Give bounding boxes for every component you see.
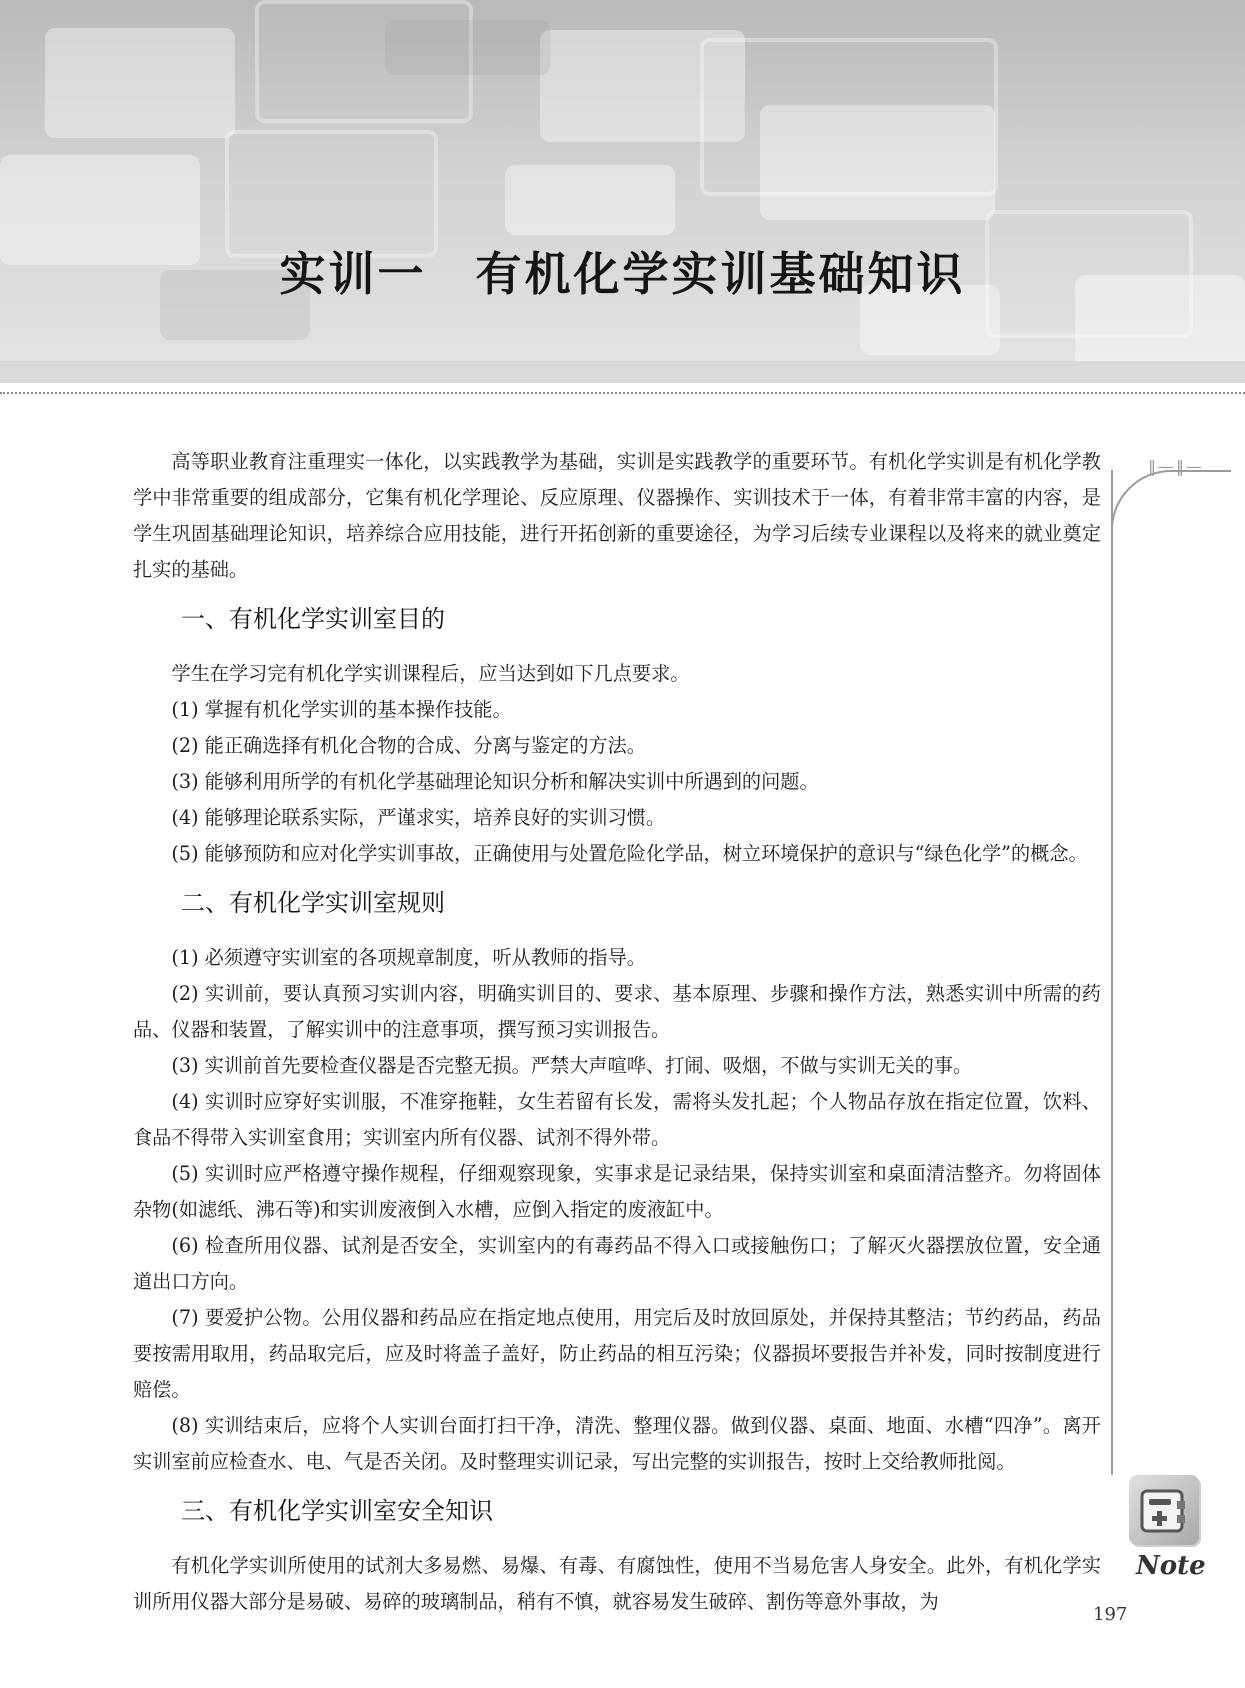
section2-item: (2) 实训前，要认真预习实训内容，明确实训目的、要求、基本原理、步骤和操作方法，熟悉实训中所需的药品、仪器和装置，了解实训中的注意事项，撰写预习实训报告。 [133,982,1101,1041]
banner-decor [760,105,995,220]
banner-footer-strip [0,361,1245,383]
margin-tick-marks: ‖—‖— [1148,457,1204,476]
note-icon [1129,1475,1199,1545]
section3-paragraph: 有机化学实训所使用的试剂大多易燃、易爆、有毒、有腐蚀性，使用不当易危害人身安全。此外，有机化学实训所用仪器大部分是易破、易碎的玻璃制品，稍有不慎，就容易发生破碎、割伤等意外事故，为 [133,1554,1101,1613]
note-label: Note [1136,1551,1206,1581]
banner-decor [385,20,550,75]
section2-item: (5) 实训时应严格遵守操作规程，仔细观察现象，实事求是记录结果，保持实训室和桌面清洁整齐。勿将固体杂物(如滤纸、沸石等)和实训废液倒入水槽，应倒入指定的废液缸中。 [133,1162,1101,1221]
section-heading-1: 一、有机化学实训室目的 [181,605,445,633]
margin-curve [1111,470,1231,530]
banner-decor [505,165,675,235]
dotted-divider [0,392,1245,394]
margin-rule [1111,470,1113,1475]
medical-kit-icon [1139,1487,1189,1535]
chapter-banner [0,0,1245,383]
section1-item: (1) 掌握有机化学实训的基本操作技能。 [171,698,512,721]
section1-lead: 学生在学习完有机化学实训课程后，应当达到如下几点要求。 [171,662,690,685]
section2-item: (3) 实训前首先要检查仪器是否完整无损。严禁大声喧哗、打闹、吸烟，不做与实训无关的事。 [171,1054,973,1077]
section2-item: (4) 实训时应穿好实训服，不准穿拖鞋，女生若留有长发，需将头发扎起；个人物品存放在指定位置，饮料、食品不得带入实训室食用；实训室内所有仪器、试剂不得外带。 [133,1090,1101,1149]
section2-item: (7) 要爱护公物。公用仪器和药品应在指定地点使用，用完后及时放回原处，并保持其整洁；节约药品，药品要按需用取用，药品取完后，应及时将盖子盖好，防止药品的相互污染；仪器损坏要报告并补发，同时按制度进行赔偿。 [133,1306,1101,1401]
intro-paragraph: 高等职业教育注重理实一体化，以实践教学为基础，实训是实践教学的重要环节。有机化学实训是有机化学教学中非常重要的组成部分，它集有机化学理论、反应原理、仪器操作、实训技术于一体，有着非常丰富的内容，是学生巩固基础理论知识，培养综合应用技能，进行开拓创新的重要途径，为学习后续专业课程以及将来的就业奠定扎实的基础。 [133,450,1101,581]
page-content [133,444,1101,1620]
section-heading-3: 三、有机化学实训室安全知识 [181,1497,493,1525]
chapter-title: 实训一 有机化学实训基础知识 [279,247,966,301]
section1-item: (2) 能正确选择有机化合物的合成、分离与鉴定的方法。 [171,734,646,757]
section2-item: (1) 必须遵守实训室的各项规章制度，听从教师的指导。 [171,946,646,969]
page-number: 197 [1093,1604,1128,1625]
section1-item: (4) 能够理论联系实际，严谨求实，培养良好的实训习惯。 [171,806,666,829]
section2-item: (6) 检查所用仪器、试剂是否安全，实训室内的有毒药品不得入口或接触伤口；了解灭火器摆放位置，安全通道出口方向。 [133,1234,1101,1293]
section2-item: (8) 实训结束后，应将个人实训台面打扫干净，清洗、整理仪器。做到仪器、桌面、地面、水槽“四净”。离开实训室前应检查水、电、气是否关闭。及时整理实训记录，写出完整的实训报告，按时上交给教师批阅。 [133,1414,1101,1473]
section-heading-2: 二、有机化学实训室规则 [181,889,445,917]
section1-item: (5) 能够预防和应对化学实训事故，正确使用与处置危险化学品，树立环境保护的意识与“绿色化学”的概念。 [171,842,1088,865]
banner-decor [45,28,235,138]
section1-item: (3) 能够利用所学的有机化学基础理论知识分析和解决实训中所遇到的问题。 [171,770,819,793]
